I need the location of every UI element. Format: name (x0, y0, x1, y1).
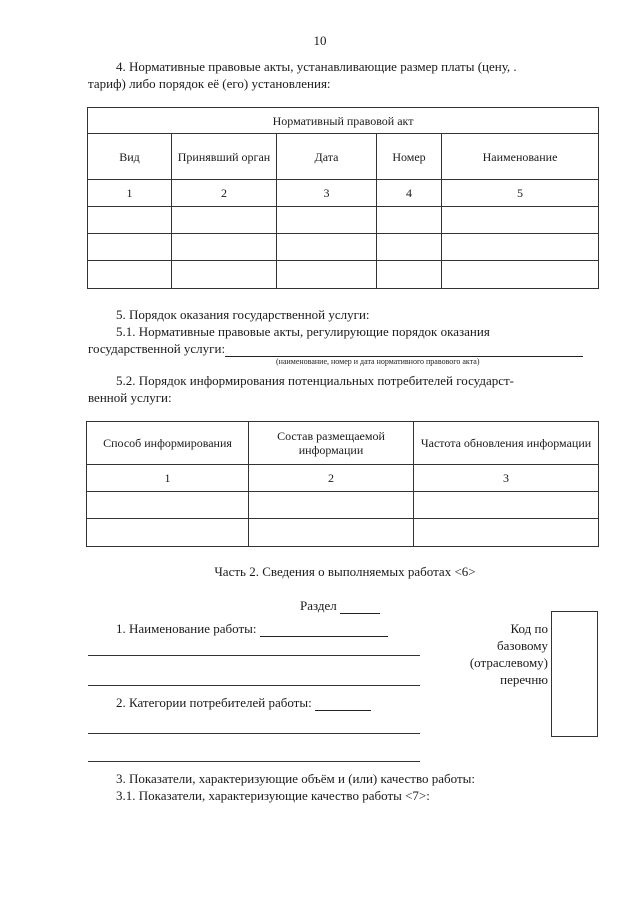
section4-line2: тариф) либо порядок её (его) установления: (88, 76, 331, 91)
part2-title: Часть 2. Сведения о выполняемых работах <6> (214, 564, 476, 579)
item2-label: 2. Категории потребителей работы: (116, 695, 312, 710)
table2-header-method: Способ информирования (87, 422, 249, 465)
table1-header-organ: Принявший орган (172, 134, 277, 180)
table1-colnum: 1 (88, 180, 172, 207)
informing-table (86, 421, 599, 547)
section52-line2: венной услуги: (88, 390, 172, 405)
legal-act-field[interactable] (225, 342, 583, 357)
table1-header-name: Наименование (442, 134, 599, 180)
table1-colnum: 2 (172, 180, 277, 207)
table-row (88, 207, 599, 234)
table1-header-number: Номер (377, 134, 442, 180)
section51-label: государственной услуги: (88, 341, 226, 356)
item31-line: 3.1. Показатели, характеризующие качество работы <7>: (116, 788, 430, 803)
item1-label: 1. Наименование работы: (116, 621, 257, 636)
code-input-box[interactable] (551, 611, 598, 737)
table2-colnum: 1 (87, 465, 249, 492)
table1-colnum: 4 (377, 180, 442, 207)
code-label-line: перечню (500, 672, 548, 687)
consumer-categories-field-line2[interactable] (88, 733, 420, 734)
section51-line1: 5.1. Нормативные правовые акты, регулирующие порядок оказания (116, 324, 490, 339)
table-row (87, 492, 599, 519)
work-name-field[interactable] (260, 622, 388, 637)
section4-line1: 4. Нормативные правовые акты, устанавливающие размер платы (цену, . (116, 59, 517, 74)
work-name-field-line2[interactable] (88, 655, 420, 656)
code-label-line: (отраслевому) (469, 655, 548, 670)
section51-caption: (наименование, номер и дата нормативного правового акта) (276, 357, 480, 366)
item2-line (116, 694, 371, 711)
code-label (440, 620, 548, 688)
table-row (88, 234, 599, 261)
table2-header-content: Состав размещаемой информации (249, 422, 414, 465)
table1-group-header: Нормативный правовой акт (88, 108, 599, 134)
section5-title: 5. Порядок оказания государственной услуги: (116, 307, 370, 322)
razdel-label: Раздел (300, 598, 337, 613)
table-row (88, 261, 599, 289)
work-name-field-line3[interactable] (88, 685, 420, 686)
item1-line (116, 620, 388, 637)
legal-acts-table (87, 107, 599, 289)
table-row (87, 519, 599, 547)
item3-line: 3. Показатели, характеризующие объём и (или) качество работы: (116, 771, 475, 786)
section51-line2 (88, 340, 583, 357)
section52-line1: 5.2. Порядок информирования потенциальных потребителей государст- (116, 373, 515, 388)
table1-colnum: 3 (277, 180, 377, 207)
table2-header-frequency: Частота обновления информации (414, 422, 599, 465)
table1-header-date: Дата (277, 134, 377, 180)
table2-colnum: 3 (414, 465, 599, 492)
table1-header-vid: Вид (88, 134, 172, 180)
page-number: 10 (313, 33, 327, 48)
razdel-number-field[interactable] (340, 599, 380, 614)
code-label-line: Код по (510, 621, 548, 636)
consumer-categories-field[interactable] (315, 696, 371, 711)
table2-colnum: 2 (249, 465, 414, 492)
consumer-categories-field-line3[interactable] (88, 761, 420, 762)
table1-colnum: 5 (442, 180, 599, 207)
code-label-line: базовому (497, 638, 548, 653)
razdel-line (300, 597, 380, 614)
